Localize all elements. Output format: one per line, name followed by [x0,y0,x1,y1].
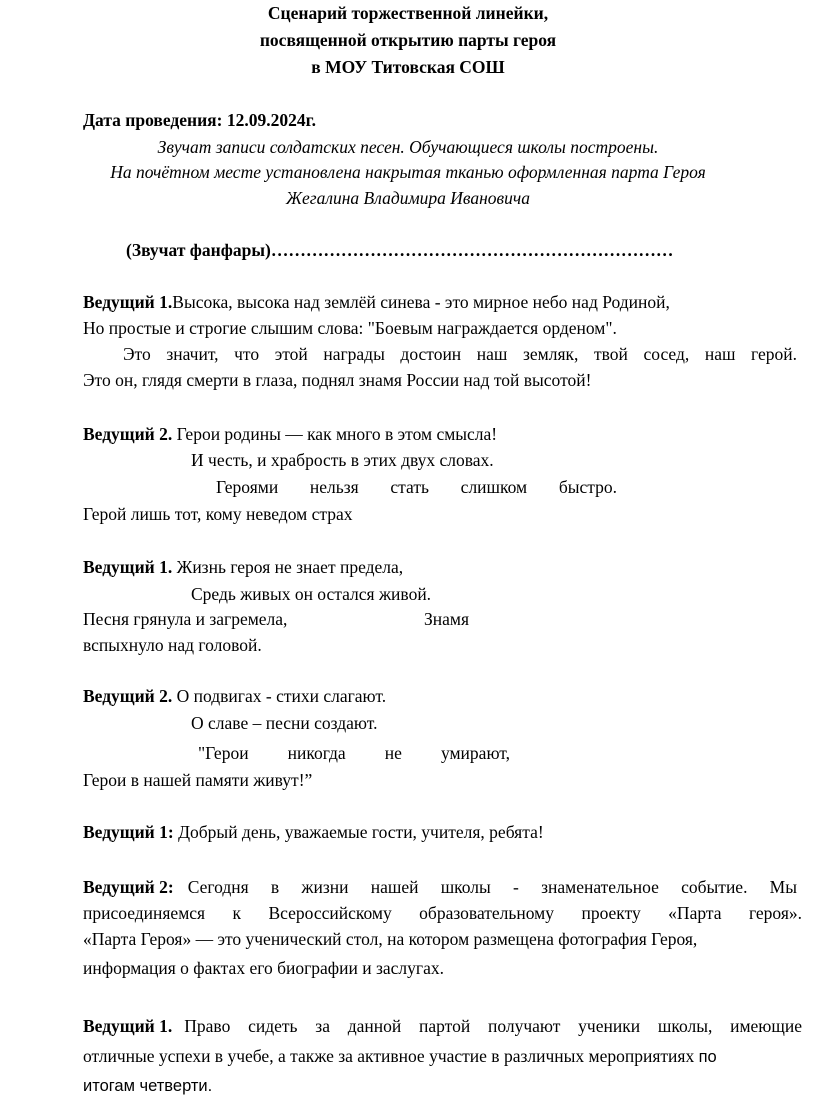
doc-title-line-3: в МОУ Титовская СОШ [311,57,505,77]
block-7-line-2 [83,1048,717,1066]
word: "Герои [198,743,249,763]
speaker-label: Ведущий 1. [83,557,173,577]
block-6-line-2: присоединяемся к Всероссийскому образовательному проекту «Парта героя». [83,903,802,923]
block-4-line-2: О славе – песни создают. [191,713,378,733]
verse-text: Жизнь героя не знает предела, [172,557,404,577]
verse-text-tail: по [698,1048,717,1066]
block-1-line-1 [83,294,797,312]
speaker-label: Ведущий 2: [83,877,174,897]
block-3-line-4: вспыхнуло над головой. [83,635,262,655]
speaker-label: Ведущий 1. [83,292,173,312]
speaker-label: Ведущий 1. [83,1016,173,1036]
block-5-line-1 [83,824,544,842]
block-2-line-3 [216,479,617,497]
verse-text: Право сидеть за данной партой получают ученики школы, имеющие [184,1016,802,1036]
word: нельзя [309,477,359,497]
verse-text: Герои родины — как много в этом смысла! [172,424,498,444]
word: быстро. [558,477,617,497]
block-3-line-3a: Песня грянула и загремела, [83,609,288,629]
word: умирают, [440,743,510,763]
speaker-label: Ведущий 2. [83,424,173,444]
speaker-label: Ведущий 2. [83,686,173,706]
verse-text: Добрый день, уважаемые гости, учителя, ребята! [173,822,544,842]
block-3-line-1 [83,559,403,577]
intro-line-3: Жегалина Владимира Ивановича [286,188,530,208]
block-2-line-4: Герой лишь тот, кому неведом страх [83,504,353,524]
block-7-line-3: итогам четверти. [83,1077,213,1095]
block-4-line-3 [198,745,510,763]
word: не [384,743,402,763]
block-7-line-1 [83,1018,802,1036]
speaker-label: Ведущий 1: [83,822,174,842]
block-6-line-3: «Парта Героя» — это ученический стол, на котором размещена фотография Героя, [83,929,698,949]
block-1-line-4: Это он, глядя смерти в глаза, поднял знамя России над той высотой! [83,370,592,390]
verse-text: О подвигах - стихи слагают. [172,686,387,706]
block-2-line-2: И честь, и храбрость в этих двух словах. [191,450,494,470]
block-2-line-1 [83,426,497,444]
word: стать [390,477,429,497]
doc-title-line-1: Сценарий торжественной линейки, [267,3,549,23]
block-6-line-4: информация о фактах его биографии и заслугах. [83,958,444,978]
verse-text: отличные успехи в учебе, а также за активное участие в различных мероприятиях [83,1046,695,1066]
block-4-line-1 [83,688,386,706]
block-3-line-3b: Знамя [424,609,470,629]
intro-line-2: На почётном месте установлена накрытая тканью оформленная парта Героя [110,162,706,182]
block-6-line-1 [83,879,797,897]
fanfare-note: (Звучат фанфары)…………………………………………………………… [126,240,674,260]
word: никогда [287,743,346,763]
verse-text: Сегодня в жизни нашей школы - знаменательное событие. Мы [187,877,797,897]
block-3-line-2: Средь живых он остался живой. [191,584,432,604]
word: слишком [460,477,528,497]
block-4-line-4: Герои в нашей памяти живут!” [83,770,313,790]
block-1-line-3: Это значит, что этой награды достоин наш земляк, твой сосед, наш герой. [123,344,797,364]
intro-line-1: Звучат записи солдатских песен. Обучающиеся школы построены. [157,137,659,157]
doc-title-line-2: посвященной открытию парты героя [259,30,557,50]
word: Героями [216,477,279,497]
block-1-line-2: Но простые и строгие слышим слова: "Боевым награждается орденом". [83,318,617,338]
event-date: Дата проведения: 12.09.2024г. [83,110,316,130]
verse-text: Высока, высока над землёй синева - это мирное небо над Родиной, [172,292,670,312]
